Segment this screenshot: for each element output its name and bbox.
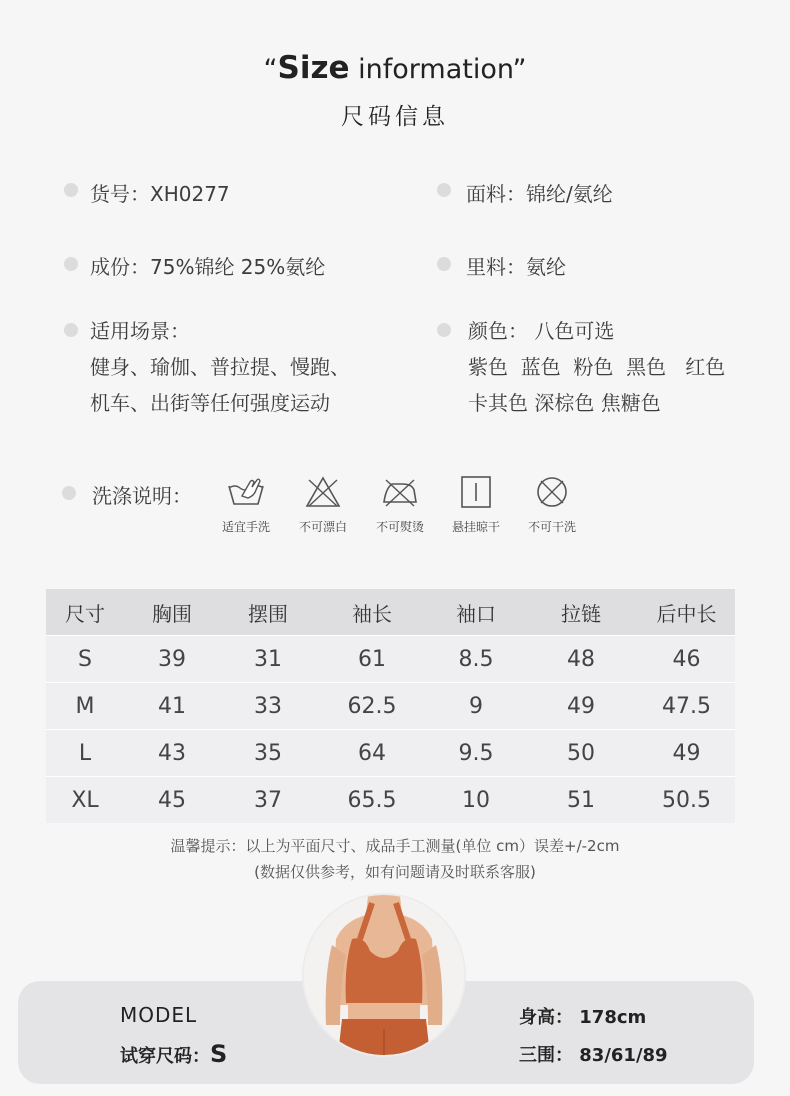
bullet-dot [437,257,451,271]
scenes-line: 健身、瑜伽、普拉提、慢跑、 [90,355,350,379]
composition: 成份：75%锦纶 25%氨纶 [90,255,326,279]
model-photo [302,893,466,1057]
page-subtitle: 尺码信息 [341,104,449,130]
table-cell: 31 [220,636,316,683]
bullet-dot [437,323,451,337]
bullet-dot [64,183,78,197]
table-cell: 65.5 [316,777,428,824]
table-cell: 10 [428,777,524,824]
table-cell: 46 [638,636,735,683]
item-number: 货号：XH0277 [90,182,230,206]
table-cell: 9 [428,683,524,730]
table-header-cell: 摆围 [220,589,316,636]
table-cell: 50 [524,730,638,777]
table-cell: 49 [638,730,735,777]
care-no-tumble-dry [514,474,590,535]
table-row [46,730,735,777]
no-iron-icon [380,474,420,510]
table-header-cell: 胸围 [124,589,220,636]
table-cell: 43 [124,730,220,777]
measurement-note: 温馨提示：以上为平面尺寸、成品手工测量(单位 cm）误差+/-2cm [170,837,620,855]
model-height: 身高： 178cm [519,1007,647,1028]
model-size-value: S [210,1040,228,1068]
model-measurements: 三围： 83/61/89 [519,1045,668,1066]
no-bleach-icon [303,474,343,510]
care-hang-dry [438,474,514,535]
page-title: “Size information” [263,50,527,86]
model-label: MODEL [120,1003,198,1027]
model-size [120,1040,227,1068]
scenes-line: 机车、出街等任何强度运动 [90,391,330,415]
model-size-label: 试穿尺码： [120,1046,210,1067]
bullet-dot [64,257,78,271]
scenes-block [90,313,350,421]
care-no-iron [362,474,438,535]
bullet-dot [437,183,451,197]
table-cell: 8.5 [428,636,524,683]
table-row [46,777,735,824]
model-figure-illustration [304,895,464,1055]
care-hand-wash [208,474,284,535]
care-label: 洗涤说明： [92,484,192,508]
table-header-cell: 拉链 [524,589,638,636]
table-cell: 49 [524,683,638,730]
colors-line: 紫色 蓝色 粉色 黑色 红色 [468,355,726,379]
table-cell: 33 [220,683,316,730]
table-cell: 64 [316,730,428,777]
table-cell: 61 [316,636,428,683]
table-cell: XL [46,777,124,824]
table-header-row [46,589,735,636]
care-item-label: 悬挂晾干 [451,520,500,534]
table-cell: 48 [524,636,638,683]
care-item-label: 适宜手洗 [221,520,270,534]
care-no-bleach [285,474,361,535]
table-cell: 9.5 [428,730,524,777]
table-cell: 41 [124,683,220,730]
table-header-cell: 袖口 [428,589,524,636]
colors-block [468,313,725,421]
table-cell: 39 [124,636,220,683]
table-cell: 51 [524,777,638,824]
table-cell: 45 [124,777,220,824]
table-cell: 50.5 [638,777,735,824]
table-cell: M [46,683,124,730]
bullet-dot [64,323,78,337]
table-cell: 37 [220,777,316,824]
table-cell: L [46,730,124,777]
fabric: 面料：锦纶/氨纶 [466,182,613,206]
disclaimer-note: (数据仅供参考，如有问题请及时联系客服) [254,863,536,881]
care-item-label: 不可干洗 [527,520,576,534]
table-cell: 62.5 [316,683,428,730]
care-item-label: 不可熨烫 [375,520,424,534]
bullet-dot [62,486,76,500]
hang-dry-icon [456,474,496,510]
scenes-label: 适用场景： [90,319,190,343]
table-header-cell: 袖长 [316,589,428,636]
table-header-cell: 尺寸 [46,589,124,636]
table-header-cell: 后中长 [638,589,735,636]
table-cell: 47.5 [638,683,735,730]
table-cell: 35 [220,730,316,777]
colors-label: 颜色： 八色可选 [468,319,615,343]
table-cell: S [46,636,124,683]
lining: 里料：氨纶 [466,255,566,279]
care-item-label: 不可漂白 [298,520,347,534]
colors-line: 卡其色 深棕色 焦糖色 [468,391,661,415]
table-row [46,683,735,730]
size-table [46,589,735,823]
hand-wash-icon [226,474,266,510]
table-row [46,636,735,683]
no-tumble-dry-icon [532,474,572,510]
